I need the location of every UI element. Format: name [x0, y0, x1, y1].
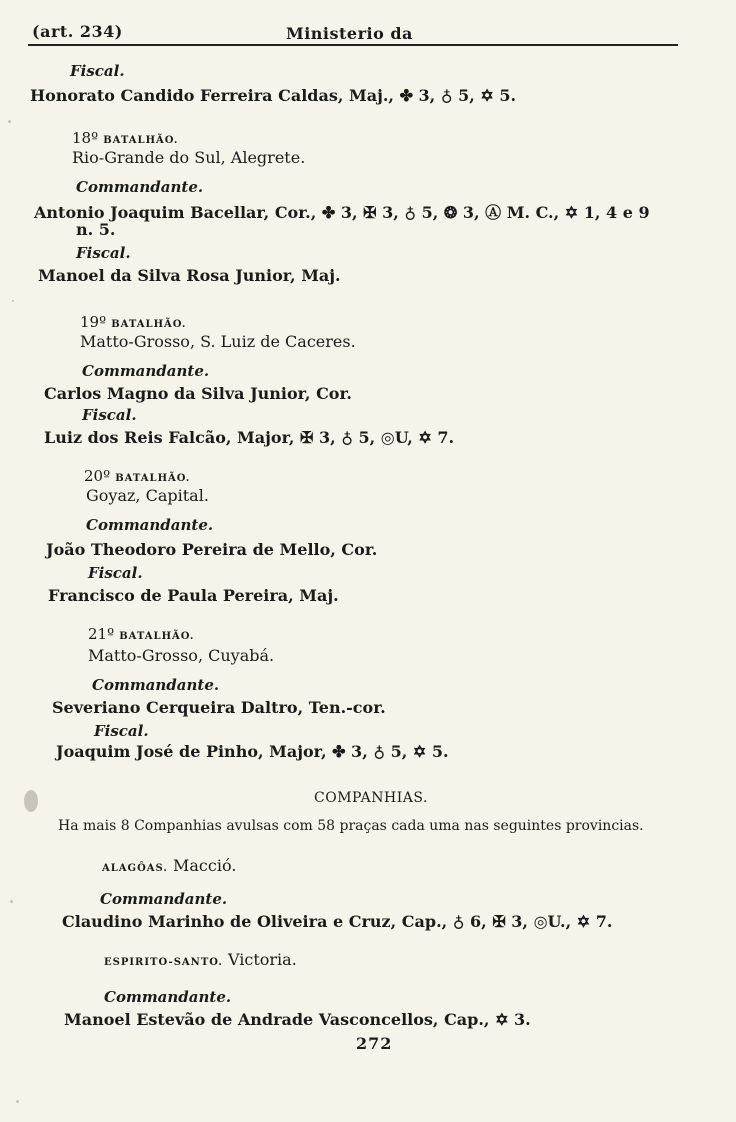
- battalion-heading: [72, 128, 178, 147]
- scan-speck: [16, 1100, 19, 1103]
- section-title-companhias: COMPANHIAS.: [314, 790, 428, 806]
- officer-line: Antonio Joaquim Bacellar, Cor., ✤ 3, ✠ 3, ♁ 5, ❂ 3, Ⓐ M. C., ✡ 1, 4 e 9: [34, 203, 650, 222]
- role-fiscal: Fiscal.: [82, 406, 137, 424]
- battalion-number: 19º: [80, 313, 107, 331]
- province-name: ESPIRITO-SANTO.: [104, 957, 223, 968]
- role-fiscal: Fiscal.: [88, 564, 143, 582]
- officer-line: Manoel Estevão de Andrade Vasconcellos, Cap., ✡ 3.: [64, 1010, 531, 1029]
- battalion-location: Matto-Grosso, S. Luiz de Caceres.: [80, 332, 356, 351]
- role-commandante: Commandante.: [86, 516, 214, 534]
- scan-speck: [10, 900, 13, 903]
- province-name: ALAGÔAS.: [102, 863, 168, 874]
- battalion-heading: [84, 466, 190, 485]
- officer-line: Honorato Candido Ferreira Caldas, Maj., ✤ 3, ♁ 5, ✡ 5.: [30, 86, 517, 105]
- officer-line: Carlos Magno da Silva Junior, Cor.: [44, 384, 352, 403]
- battalion-heading: [80, 312, 186, 331]
- battalion-location: Rio-Grande do Sul, Alegrete.: [72, 148, 306, 167]
- role-fiscal: Fiscal.: [70, 62, 125, 80]
- running-head: Ministerio da: [286, 24, 413, 43]
- officer-line-continuation: n. 5.: [76, 220, 116, 239]
- battalion-number: 21º: [88, 625, 115, 643]
- role-commandante: Commandante.: [104, 988, 232, 1006]
- officer-line: Joaquim José de Pinho, Major, ✤ 3, ♁ 5, ✡ 5.: [56, 742, 449, 761]
- battalion-location: Goyaz, Capital.: [86, 486, 209, 505]
- role-commandante: Commandante.: [100, 890, 228, 908]
- battalion-label: BATALHÃO.: [115, 473, 191, 484]
- province-city: Victoria.: [227, 950, 297, 969]
- scan-speck: [12, 300, 14, 302]
- province-city: Macció.: [173, 856, 237, 875]
- battalion-number: 18º: [72, 129, 99, 147]
- battalion-label: BATALHÃO.: [111, 319, 187, 330]
- role-fiscal: Fiscal.: [76, 244, 131, 262]
- role-fiscal: Fiscal.: [94, 722, 149, 740]
- header-rule: [28, 44, 678, 46]
- officer-line: Manoel da Silva Rosa Junior, Maj.: [38, 266, 341, 285]
- province-heading: [104, 950, 297, 969]
- role-commandante: Commandante.: [76, 178, 204, 196]
- role-commandante: Commandante.: [82, 362, 210, 380]
- battalion-location: Matto-Grosso, Cuyabá.: [88, 646, 275, 665]
- role-commandante: Commandante.: [92, 676, 220, 694]
- article-reference: (art. 234): [32, 22, 123, 41]
- officer-line: João Theodoro Pereira de Mello, Cor.: [46, 540, 378, 559]
- officer-line: Francisco de Paula Pereira, Maj.: [48, 586, 339, 605]
- battalion-heading: [88, 624, 194, 643]
- scan-speck: [8, 120, 11, 123]
- officer-line: Luiz dos Reis Falcão, Major, ✠ 3, ♁ 5, ◎U, ✡ 7.: [44, 428, 455, 447]
- officer-line: Severiano Cerqueira Daltro, Ten.-cor.: [52, 698, 386, 717]
- companhias-intro: Ha mais 8 Companhias avulsas com 58 praças cada uma nas seguintes provincias.: [58, 818, 644, 834]
- battalion-label: BATALHÃO.: [119, 631, 195, 642]
- battalion-label: BATALHÃO.: [103, 135, 179, 146]
- province-heading: [102, 856, 236, 875]
- officer-line: Claudino Marinho de Oliveira e Cruz, Cap., ♁ 6, ✠ 3, ◎U., ✡ 7.: [62, 912, 613, 931]
- scan-speck: [24, 790, 38, 812]
- page-number: 272: [356, 1034, 393, 1053]
- battalion-number: 20º: [84, 467, 111, 485]
